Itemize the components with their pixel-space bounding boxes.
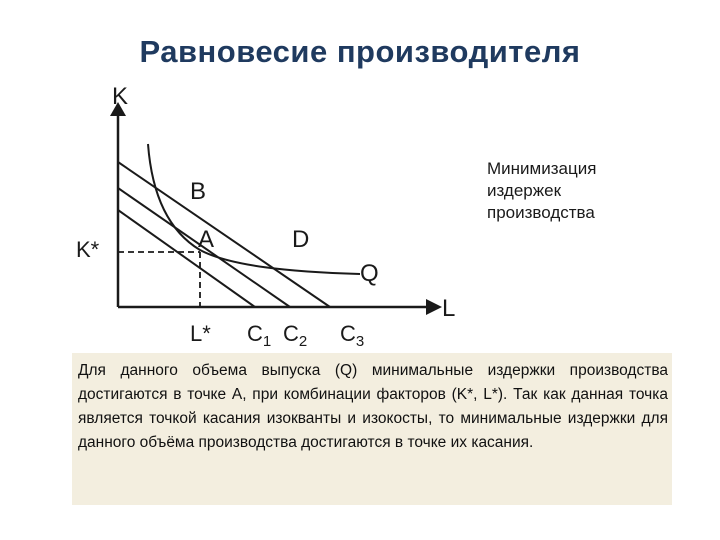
isoquant-label: Q [360, 260, 379, 287]
x-axis-arrow [426, 299, 442, 315]
side-note: Минимизация издержек производства [487, 159, 597, 222]
l-star-label: L* [190, 321, 211, 346]
isocost-label-c2: $C_2$ [283, 321, 308, 350]
axis-y-label: K [112, 83, 129, 110]
point-b-label: B [190, 178, 207, 205]
isoquant-isocost-diagram [70, 82, 470, 352]
isocost-label-c3: $C_3$ [340, 321, 365, 350]
axis-x-label: L [442, 295, 456, 322]
slide-title: Равновесие производителя [139, 34, 581, 69]
isocost-label-c1: $C_1$ [247, 321, 272, 350]
k-star-label: K* [76, 237, 100, 262]
caption-text: Для данного объема выпуска (Q) минимальные издержки производства достигаются в точке А, при комбинации факторов (K*, L*). Так как данная точка является точкой касания изокванты и изокосты, то минимальные издержки для данного объёма производства достигаются в точке их касания. [78, 362, 668, 451]
isocost-line-c1 [118, 210, 255, 307]
point-d-label: D [292, 226, 310, 253]
caption-box [72, 353, 672, 505]
point-a-label: A [198, 226, 215, 253]
